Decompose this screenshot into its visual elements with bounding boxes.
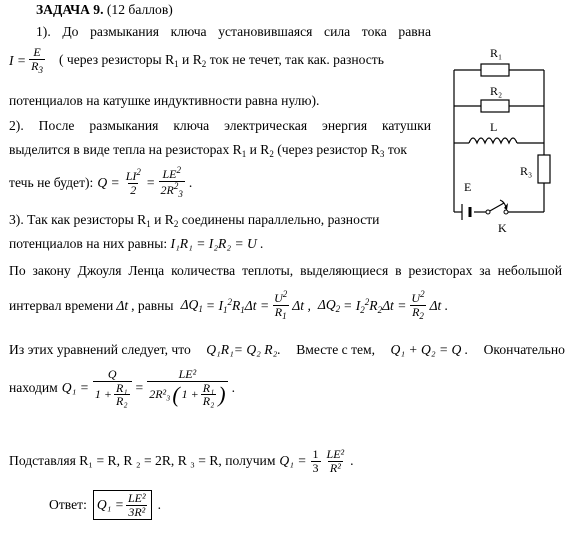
- answer-label: Ответ:: [49, 497, 87, 513]
- current-symbol: I =: [9, 52, 27, 68]
- substitute-line: Подставляя R₁ = R, R ₂ = 2R, R ₃ = R, получим Q₁ = $\frac{1}{3}$ $\frac{\text{LE²}}{\text{R²}}$ .: [9, 447, 354, 475]
- problem-title: ЗАДАЧА 9.: [36, 2, 104, 17]
- energy-formula: Q =: [97, 174, 120, 190]
- problem-header: [36, 2, 173, 18]
- label-l: L: [490, 120, 498, 134]
- joule-line1: По закону Джоуля Ленца количества теплоты, выделяющиеся в резисторах за небольшой: [9, 263, 562, 278]
- derive-line2: находим Q₁ = Q 1 + $\frac{\text{R₁}}{\text{R₂}}$ = LE² 2R²₃ ( 1 + $\frac{\text{R₁}}{\text{R₂}}$ ) .: [9, 367, 236, 409]
- step1-line3: потенциалов на катушке индуктивности равна нулю).: [9, 93, 320, 108]
- label-k: K: [498, 221, 507, 235]
- inductor-coil: [469, 138, 517, 143]
- derive-line1: Из этих уравнений следует, что Q₁R₁= Q₂ R₂. Вместе с тем, Q₁ + Q₂ = Q . Окончательно: [9, 342, 565, 357]
- step1-line2: [9, 46, 434, 75]
- problem-points: (12 баллов): [106, 2, 173, 17]
- step1-line1: 1). До размыкания ключа установившаяся сила тока равна: [36, 24, 431, 39]
- step2-line1: 2). После размыкания ключа электрическая энергия катушки: [9, 118, 431, 133]
- step1-text: ( через резисторы $R_1$ и $R_2$ ток не течет, так как. разность: [58, 52, 384, 70]
- label-r3: R₃: [520, 164, 533, 178]
- circuit-diagram: [444, 40, 569, 240]
- current-fraction: $\frac{E}{R_3}$: [31, 45, 43, 75]
- joule-line2: интервал времени Δt , равны $\Delta Q_1$ = $I_1^2R_1\Delta t$ = $\frac{U^2}{R_1}$ Δt , $\Delta Q_2$ = $I_2^2R_2\Delta t$ = $\frac{U^2}{R_2}$ Δt .: [9, 289, 449, 321]
- step3-line2: потенциалов на них равны: I₁R₁ = I₂R₂ = U .: [9, 236, 264, 251]
- label-r1: R₁: [490, 46, 503, 60]
- label-r2: R₂: [490, 84, 503, 98]
- switch-blade: [488, 203, 504, 212]
- label-e: E: [464, 180, 472, 194]
- answer-line: Ответ: Q₁ = $\frac{\text{LE²}}{\text{3R²}}$ .: [49, 491, 161, 519]
- resistor-r2: [481, 100, 509, 112]
- q1-formula: Q₁ =: [61, 379, 89, 395]
- resistor-r3: [538, 155, 550, 183]
- step2-line2: выделится в виде тепла на резисторах $R_1$ и $R_2$ (через резистор $R_3$ ток: [9, 142, 407, 159]
- voltage-equality: I₁R₁ = I₂R₂ = U .: [170, 236, 264, 251]
- answer-box: Q₁ = $\frac{\text{LE²}}{\text{3R²}}$: [93, 490, 152, 520]
- step3-line1: 3). Так как резисторы $R_1$ и $R_2$ соединены параллельно, разности: [9, 212, 380, 229]
- step2-line3: течь не будет): Q = $\frac{LI^2}{2}$ = $\frac{LE^2}{2R^2_3}$ .: [9, 165, 193, 199]
- resistor-r1: [481, 64, 509, 76]
